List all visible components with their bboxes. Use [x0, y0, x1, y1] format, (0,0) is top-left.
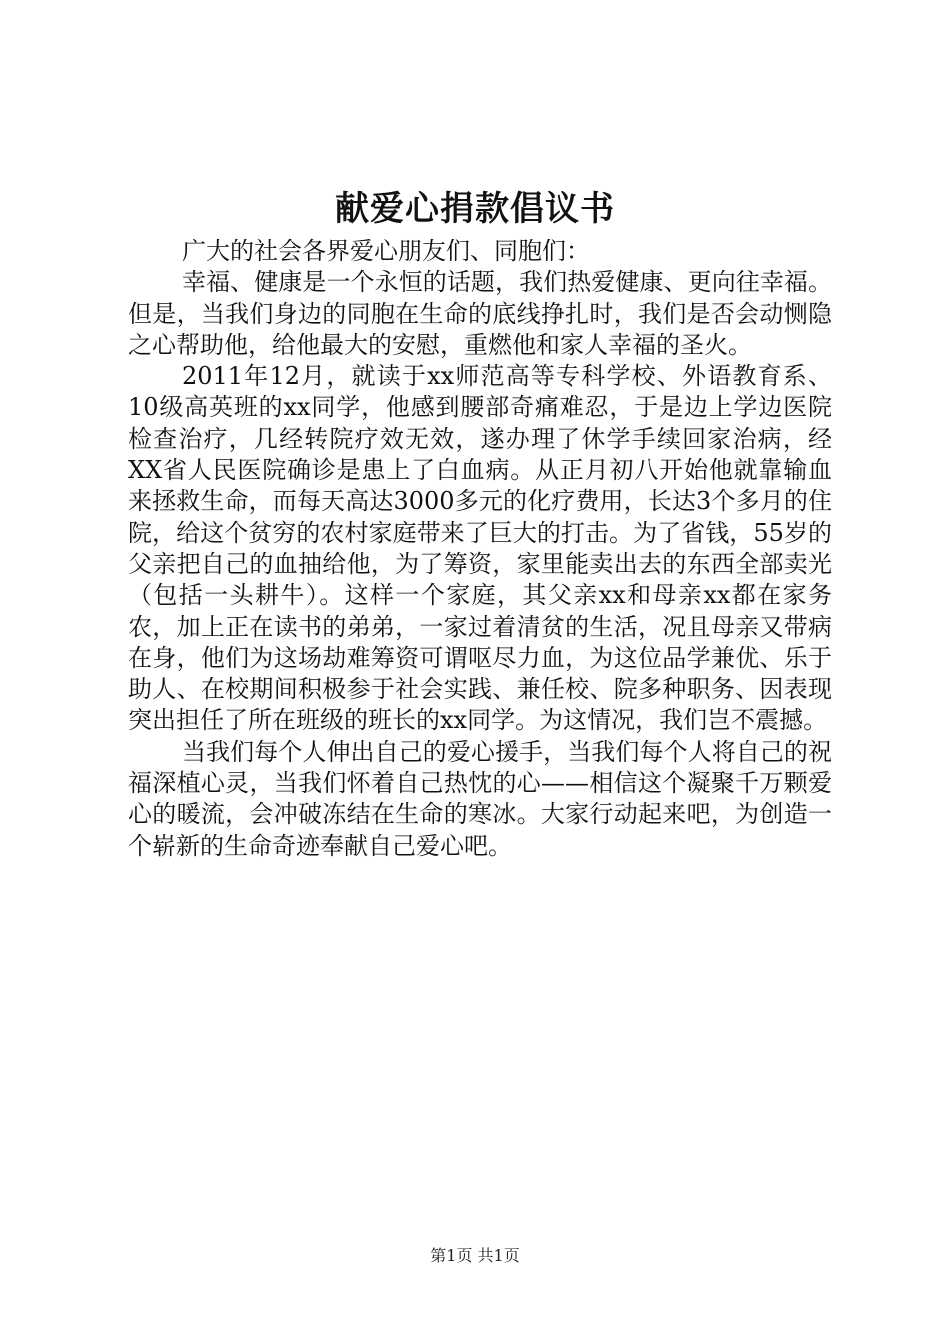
page-footer: 第1页 共1页 — [430, 1246, 520, 1265]
paragraph-3: 当我们每个人伸出自己的爱心援手，当我们每个人将自己的祝福深植心灵，当我们怀着自己热忱的心——相信这个凝聚千万颗爱心的暖流，会冲破冻结在生命的寒冰。大家行动起来吧，为创造一个崭新的生命奇迹奉献自己爱心吧。 — [128, 737, 832, 860]
document-title: 献爱心捐款倡议书 — [335, 189, 615, 229]
paragraph-2: 2011年12月，就读于xx师范高等专科学校、外语教育系、10级高英班的xx同学，他感到腰部奇痛难忍，于是边上学边医院检查治疗，几经转院疗效无效，遂办理了休学手续回家治病，经XX省人民医院确诊是患上了白血病。从正月初八开始他就靠输血来拯救生命，而每天高达3000多元的化疗费用，长达3个多月的住院，给这个贫穷的农村家庭带来了巨大的打击。为了省钱，55岁的父亲把自己的血抽给他，为了筹资，家里能卖出去的东西全部卖光（包括一头耕牛）。这样一个家庭，其父亲xx和母亲xx都在家务农，加上正在读书的弟弟，一家过着清贫的生活，况且母亲又带病在身，他们为这场劫难筹资可谓呕尽力血，为这位品学兼优、乐于助人、在校期间积极参于社会实践、兼任校、院多种职务、因表现突出担任了所在班级的班长的xx同学。为这情况，我们岂不震撼。 — [128, 362, 832, 735]
paragraph-1: 幸福、健康是一个永恒的话题，我们热爱健康、更向往幸福。但是，当我们身边的同胞在生命的底线挣扎时，我们是否会动恻隐之心帮助他，给他最大的安慰，重燃他和家人幸福的圣火。 — [128, 268, 832, 359]
salutation: 广大的社会各界爱心朋友们、同胞们： — [182, 237, 590, 265]
document-body — [128, 236, 832, 862]
